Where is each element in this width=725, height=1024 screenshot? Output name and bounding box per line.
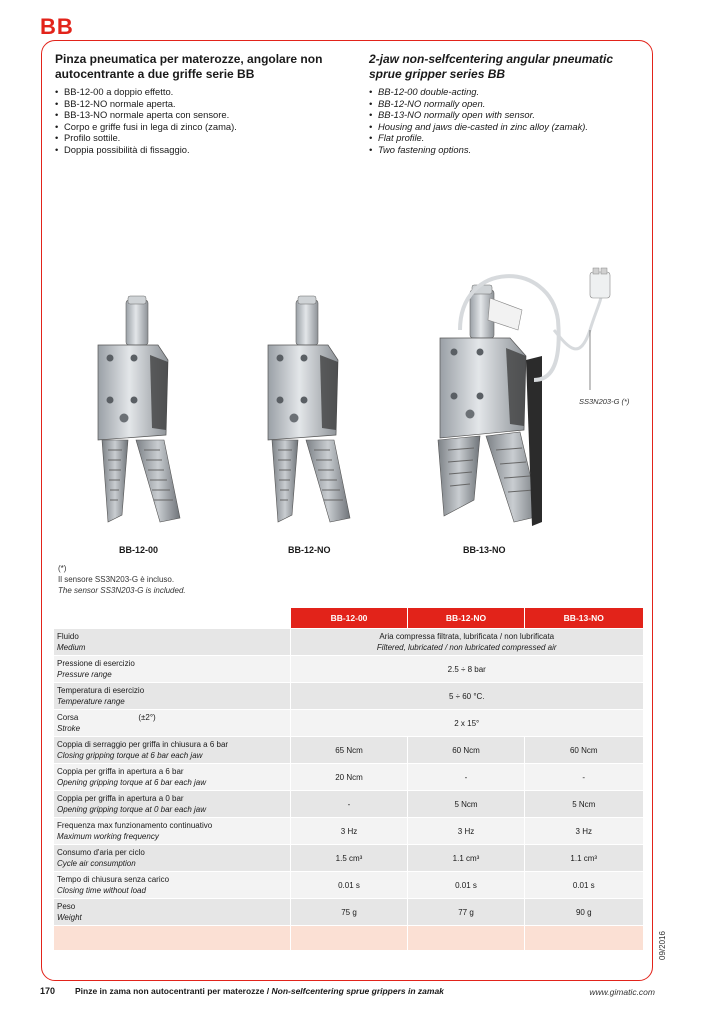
row-label: Fluido Medium bbox=[54, 629, 291, 656]
footer-title: Pinze in zama non autocentranti per materozze / Non-selfcentering sprue grippers in zamak bbox=[75, 986, 444, 996]
cell-value: 5 Ncm bbox=[408, 791, 525, 818]
table-row bbox=[54, 737, 643, 764]
row-label: Pressione di esercizio Pressure range bbox=[54, 656, 291, 683]
sensor-label: SS3N203-G (*) bbox=[579, 397, 630, 406]
table-row-empty bbox=[54, 926, 643, 951]
feature-list-en bbox=[369, 86, 649, 155]
table-row bbox=[54, 656, 643, 683]
feature-item: • Doppia possibilità di fissaggio. bbox=[55, 144, 335, 156]
cell-value: 3 Hz bbox=[525, 818, 643, 845]
feature-item: • Housing and jaws die-casted in zinc alloy (zamak). bbox=[369, 121, 649, 133]
feature-item: • Corpo e griffe fusi in lega di zinco (zama). bbox=[55, 121, 335, 133]
intro-italian bbox=[55, 52, 335, 155]
row-value: Aria compressa filtrata, lubrificata / non lubrificata Filtered, lubricated / non lubricated compressed air bbox=[291, 629, 643, 656]
empty-cell bbox=[291, 926, 408, 951]
row-value: 2.5 ÷ 8 bar bbox=[291, 656, 643, 683]
intro-title-en: 2-jaw non-selfcentering angular pneumatic sprue gripper series BB bbox=[369, 52, 614, 81]
column-header: BB-12-00 bbox=[291, 608, 408, 629]
empty-cell bbox=[408, 926, 525, 951]
row-label: Temperatura di esercizio Temperature range bbox=[54, 683, 291, 710]
feature-list-it bbox=[55, 86, 335, 155]
table-row bbox=[54, 710, 643, 737]
cell-value: 60 Ncm bbox=[525, 737, 643, 764]
empty-cell bbox=[525, 926, 643, 951]
cell-value: - bbox=[291, 791, 408, 818]
intro-title-it: Pinza pneumatica per materozze, angolare non autocentrante a due griffe serie BB bbox=[55, 52, 323, 81]
page-number: 170 bbox=[40, 986, 56, 996]
cell-value: 65 Ncm bbox=[291, 737, 408, 764]
cell-value: - bbox=[525, 764, 643, 791]
row-value: 2 x 15° bbox=[291, 710, 643, 737]
cell-value: 0.01 s bbox=[408, 872, 525, 899]
product-label-bb-13-no: BB-13-NO bbox=[463, 545, 506, 555]
footnote-marker: (*) bbox=[58, 564, 67, 573]
cell-value: 3 Hz bbox=[408, 818, 525, 845]
feature-item: • Two fastening options. bbox=[369, 144, 649, 156]
table-row bbox=[54, 818, 643, 845]
intro-english bbox=[369, 52, 649, 155]
sensor-footnote bbox=[58, 563, 186, 596]
series-tag: BB bbox=[40, 14, 74, 39]
cell-value: 90 g bbox=[525, 899, 643, 926]
product-label-bb-12-00: BB-12-00 bbox=[119, 545, 159, 555]
feature-item: • Flat profile. bbox=[369, 132, 649, 144]
cell-value: - bbox=[408, 764, 525, 791]
cell-value: 0.01 s bbox=[291, 872, 408, 899]
table-row bbox=[54, 845, 643, 872]
feature-item: • Profilo sottile. bbox=[55, 132, 335, 144]
cell-value: 1.5 cm³ bbox=[291, 845, 408, 872]
specifications-table bbox=[53, 608, 643, 950]
cell-value: 1.1 cm³ bbox=[408, 845, 525, 872]
empty-cell bbox=[54, 926, 291, 951]
table-row bbox=[54, 764, 643, 791]
table-header-row bbox=[54, 608, 643, 629]
row-label: Coppia di serraggio per griffa in chiusura a 6 bar Closing gripping torque at 6 bar each jaw bbox=[54, 737, 291, 764]
table-header-blank bbox=[54, 608, 291, 629]
table-row bbox=[54, 899, 643, 926]
stroke-tolerance: (±2°) bbox=[138, 713, 156, 722]
footer-website-link[interactable]: www.gimatic.com bbox=[589, 987, 655, 997]
cell-value: 20 Ncm bbox=[291, 764, 408, 791]
footnote-en: The sensor SS3N203-G is included. bbox=[58, 586, 186, 595]
row-value: 5 ÷ 60 °C. bbox=[291, 683, 643, 710]
column-header: BB-12-NO bbox=[408, 608, 525, 629]
print-date: 09/2016 bbox=[658, 931, 667, 960]
product-label-bb-12-no: BB-12-NO bbox=[288, 545, 331, 555]
column-header: BB-13-NO bbox=[525, 608, 643, 629]
row-label: Frequenza max funzionamento continuativo Maximum working frequency bbox=[54, 818, 291, 845]
cell-value: 1.1 cm³ bbox=[525, 845, 643, 872]
footnote-it: Il sensore SS3N203-G è incluso. bbox=[58, 575, 175, 584]
row-label: Corsa (±2°) Stroke bbox=[54, 710, 291, 737]
cell-value: 3 Hz bbox=[291, 818, 408, 845]
table-row bbox=[54, 629, 643, 656]
row-label: Coppia per griffa in apertura a 6 bar Opening gripping torque at 6 bar each jaw bbox=[54, 764, 291, 791]
cell-value: 75 g bbox=[291, 899, 408, 926]
cell-value: 77 g bbox=[408, 899, 525, 926]
row-label: Tempo di chiusura senza carico Closing time without load bbox=[54, 872, 291, 899]
feature-item: • BB-12-NO normally open. bbox=[369, 98, 649, 110]
feature-item: • BB-12-00 a doppio effetto. bbox=[55, 86, 335, 98]
cell-value: 60 Ncm bbox=[408, 737, 525, 764]
feature-item: • BB-13-NO normally open with sensor. bbox=[369, 109, 649, 121]
cell-value: 0.01 s bbox=[525, 872, 643, 899]
row-label: Consumo d'aria per ciclo Cycle air consumption bbox=[54, 845, 291, 872]
cell-value: 5 Ncm bbox=[525, 791, 643, 818]
table-row bbox=[54, 683, 643, 710]
feature-item: • BB-13-NO normale aperta con sensore. bbox=[55, 109, 335, 121]
feature-item: • BB-12-NO normale aperta. bbox=[55, 98, 335, 110]
row-label: Peso Weight bbox=[54, 899, 291, 926]
row-label: Coppia per griffa in apertura a 0 bar Opening gripping torque at 0 bar each jaw bbox=[54, 791, 291, 818]
table-row bbox=[54, 791, 643, 818]
feature-item: • BB-12-00 double-acting. bbox=[369, 86, 649, 98]
table-row bbox=[54, 872, 643, 899]
